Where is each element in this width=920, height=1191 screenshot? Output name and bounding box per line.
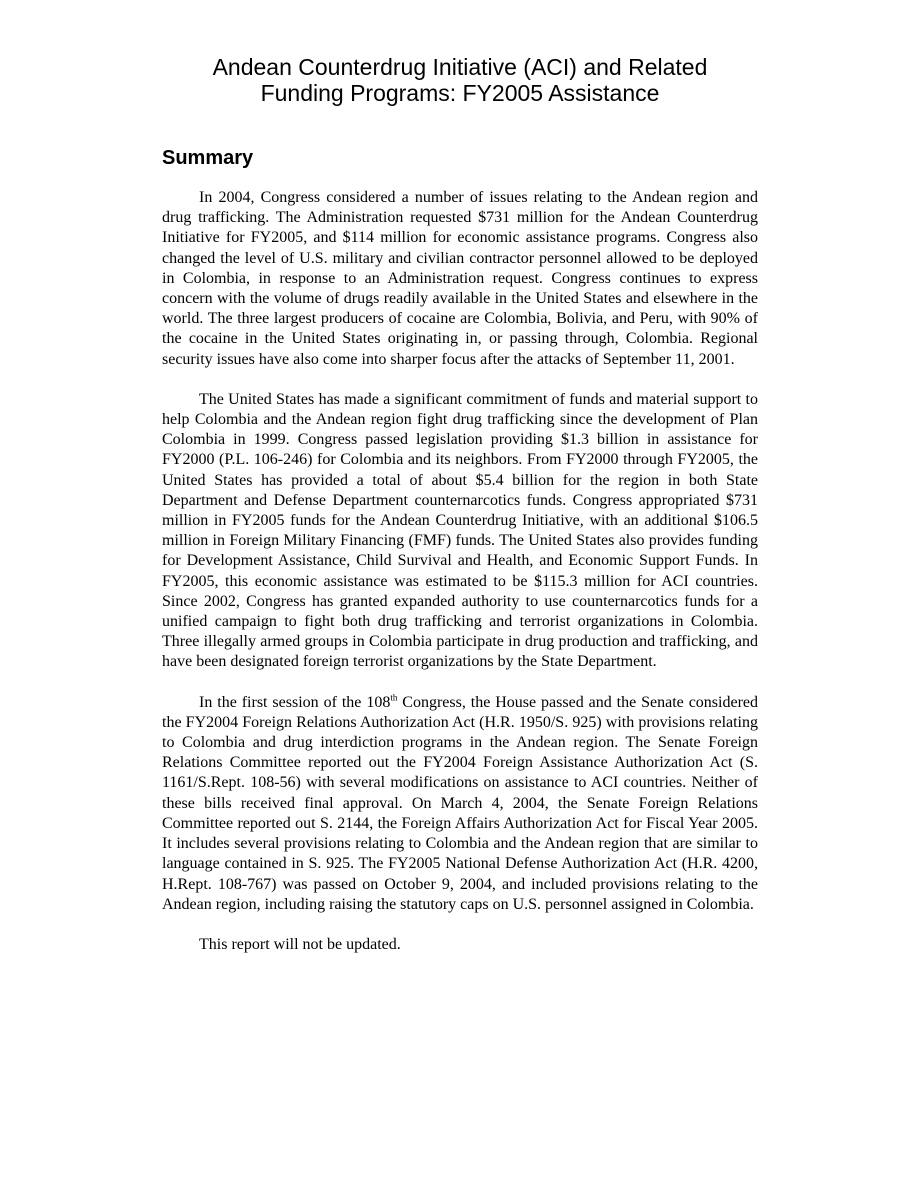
paragraph-3-lead: In the first session of the 108 [199, 693, 391, 711]
document-title-line-2: Funding Programs: FY2005 Assistance [260, 80, 660, 106]
paragraph-3-body: Congress, the House passed and the Senate considered the FY2004 Foreign Relations Authorization Act (H.R. 1950/S. 925) with provisions relating to Colombia and drug interdiction programs in the Andean region. The Senate Foreign Relations Committee reported out the FY2004 Foreign Assistance Authorization Act (S. 1161/S.Rept. 108-56) with several modifications on assistance to ACI countries. Neither of these bills received final approval. On March 4, 2004, the Senate Foreign Relations Committee reported out S. 2144, the Foreign Affairs Authorization Act for Fiscal Year 2005. It includes several provisions relating to Colombia and the Andean region that are similar to language contained in S. 925. The FY2005 National Defense Authorization Act (H.R. 4200, H.Rept. 108-767) was passed on October 9, 2004, and included provisions relating to the Andean region, including raising the statutory caps on U.S. personnel assigned in Colombia. [162, 693, 759, 913]
summary-paragraph-1: In 2004, Congress considered a number of issues relating to the Andean region and drug trafficking. The Administration requested $731 million for the Andean Counterdrug Initiative for FY2005, and $114 million for economic assistance programs. Congress also changed the level of U.S. military and civilian contractor personnel allowed to be deployed in Colombia, in response to an Administration request. Congress continues to express concern with the volume of drugs readily available in the United States and elsewhere in the world. The three largest producers of cocaine are Colombia, Bolivia, and Peru, with 90% of the cocaine in the United States originating in, or passing through, Colombia. Regional security issues have also come into sharper focus after the attacks of September 11, 2001. [162, 189, 758, 368]
document-title-line-1: Andean Counterdrug Initiative (ACI) and Related [212, 54, 708, 80]
document-page [162, 54, 758, 955]
summary-paragraph-2: The United States has made a significant commitment of funds and material support to help Colombia and the Andean region fight drug trafficking since the development of Plan Colombia in 1999. Congress passed legislation providing $1.3 billion in assistance for FY2000 (P.L. 106-246) for Colombia and its neighbors. From FY2000 through FY2005, the United States has provided a total of about $5.4 billion for the region in both State Department and Defense Department counternarcotics funds. Congress appropriated $731 million in FY2005 funds for the Andean Counterdrug Initiative, with an additional $106.5 million in Foreign Military Financing (FMF) funds. The United States also provides funding for Development Assistance, Child Survival and Health, and Economic Support Funds. In FY2005, this economic assistance was estimated to be $115.3 million for ACI countries. Since 2002, Congress has granted expanded authority to use counternarcotics funds for a unified campaign to fight both drug trafficking and terrorist organizations in Colombia. Three illegally armed groups in Colombia participate in drug production and trafficking, and have been designated foreign terrorist organizations by the State Department. [162, 390, 758, 671]
summary-paragraph-4: This report will not be updated. [199, 935, 401, 953]
summary-paragraph-3 [162, 693, 758, 915]
summary-heading: Summary [162, 147, 254, 169]
ordinal-superscript: th [390, 692, 398, 703]
document-title [162, 54, 758, 106]
